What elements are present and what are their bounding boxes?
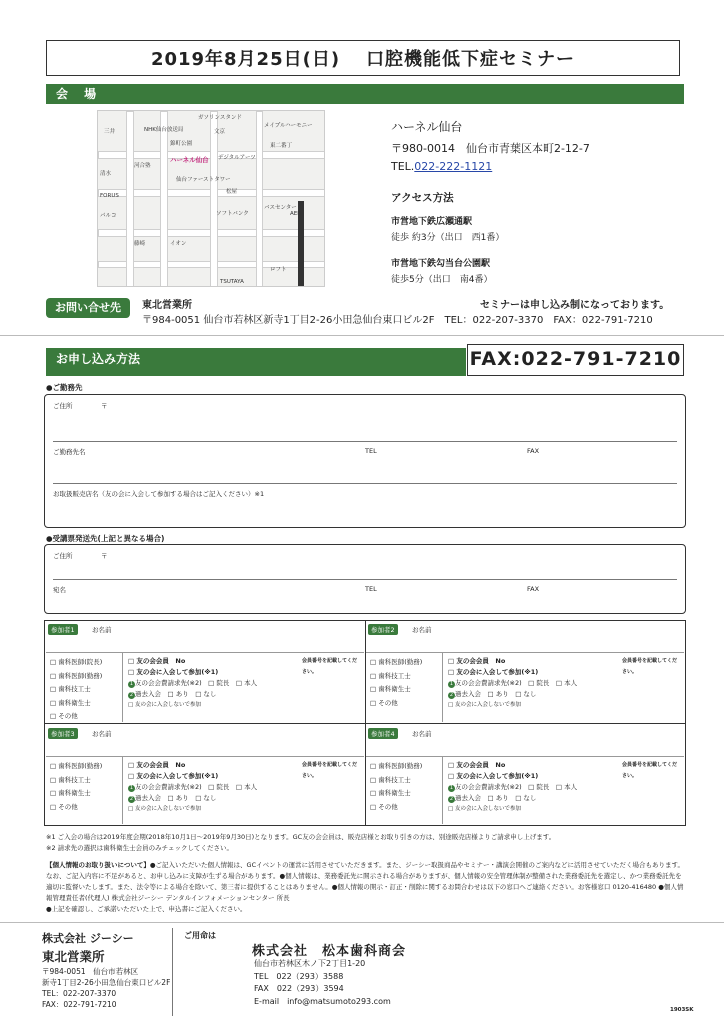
bill-options[interactable]: □ 院長 □ 本人 — [528, 679, 578, 687]
bill-options[interactable]: □ 院長 □ 本人 — [208, 783, 258, 791]
ticket-tel-field[interactable] — [365, 593, 515, 609]
member-number-note: 会員番号を記載してください。 — [622, 658, 678, 675]
bill-label: 友の会会費請求先(※2) — [455, 783, 522, 791]
footer-line: TEL：022-207-3370 — [42, 989, 117, 998]
participant-name-label: お名前 — [92, 730, 112, 738]
map-label: AER — [290, 211, 302, 217]
bill-options[interactable]: □ 院長 □ 本人 — [528, 783, 578, 791]
ticket-heading: ●受講票発送先(上記と異なる場合) — [46, 534, 165, 543]
past-label: 過去入会 — [455, 690, 481, 698]
seminar-title — [46, 40, 680, 76]
role-checkbox[interactable]: □ 歯科衛生士 — [50, 698, 91, 707]
workplace-name-field[interactable] — [53, 457, 353, 479]
participant-tag: 参加者2 — [368, 624, 398, 635]
option-1-icon: 1 — [129, 785, 134, 791]
map-label: デジタルアーツ — [218, 155, 256, 161]
privacy-body: ●ご記入いただいた個人情報は、GCイベントの運営に活用させていただきます。また、ジーシー取扱商品やセミナー・講演会開催のご案内などに活用させていただく場合もあります。なお、ご記入内容に不足があると、お申し込みに支障が生ずる場合があります。●個人情報は、業務委託先に開示される場合がありますが、個人情報の安全管理体制が整備された業務委託先を選定し、かつ業務委託先を適切に監督いたします。また、法令等による場合を除いて、第三者に提供することはありません。●個人情報の開示・訂正・削除に関するお問合わせは以下の窓口へご連絡ください。お客様窓口 0120-416480 ●個人情報管理責任者(代理人) 株式会社ジーシー デンタルインフォメーションセンター 所長 — [46, 861, 684, 902]
footnote-1: ※1 ご入会の場合は2019年度会期(2018年10月1日～2019年9月30日)となります。GC友の会会員は、販売店様とお取り引きの方は、別途販売店様よりご請求申し上げます。 — [46, 833, 556, 841]
past-label: 過去入会 — [455, 794, 481, 802]
workplace-fax-field[interactable] — [527, 457, 677, 479]
participant-1 — [46, 622, 364, 722]
join-checkbox[interactable]: □ 友の会に入会して参加(※1) — [128, 772, 219, 780]
access-heading: アクセス方法 — [391, 192, 454, 204]
membership-options — [128, 656, 360, 711]
participant-roles — [370, 760, 422, 814]
workplace-postal-mark: 〒 — [101, 402, 108, 410]
apply-fax-number: FAX:022-791-7210 — [467, 344, 684, 376]
workplace-fax-label: FAX — [527, 447, 540, 455]
member-checkbox[interactable]: □ 友の会会員 No — [448, 761, 506, 769]
ticket-name-label: 宛名 — [53, 586, 66, 594]
participant-4 — [366, 724, 684, 824]
order-label: ご用命は — [184, 931, 216, 940]
workplace-address-label: ご住所 — [53, 402, 73, 410]
past-label: 過去入会 — [135, 690, 161, 698]
member-number-note: 会員番号を記載してください。 — [302, 762, 358, 779]
bill-label: 友の会会費請求先(※2) — [455, 679, 522, 687]
privacy-notice — [46, 860, 684, 915]
ticket-name-field[interactable] — [53, 593, 353, 609]
map-label: バスセンター — [264, 205, 297, 211]
option-1-icon: 1 — [449, 681, 454, 687]
dealer-line: FAX 022（293）3594 — [254, 984, 344, 993]
cut-line — [0, 335, 724, 336]
past-options[interactable]: □ あり □ なし — [487, 794, 537, 802]
map-label: 河合塾 — [134, 163, 151, 169]
workplace-address-field[interactable] — [101, 409, 541, 431]
workplace-tel-label: TEL — [365, 447, 377, 455]
option-1-icon: 1 — [449, 785, 454, 791]
participant-name-label: お名前 — [412, 626, 432, 634]
map-label: 仙台ファーストタワー — [176, 177, 231, 183]
footer-line: 新寺1丁目2-26小田急仙台東口ビル2F — [42, 978, 171, 987]
past-options[interactable]: □ あり □ なし — [167, 690, 217, 698]
role-checkbox[interactable]: □ その他 — [50, 712, 78, 720]
footnote-2: ※2 請求先の選択は歯科衛生士会員のみチェックしてください。 — [46, 844, 233, 852]
privacy-heading: 【個人情報のお取り扱いについて】 — [46, 861, 150, 869]
seminar-name: 口腔機能低下症セミナー — [366, 49, 576, 70]
no-join-checkbox[interactable]: □ 友の会に入会しないで参加 — [448, 806, 521, 812]
map-label: 東二番丁 — [270, 143, 293, 149]
map-label: TSUTAYA — [220, 279, 244, 285]
map-label: 錦町公園 — [170, 141, 193, 147]
participant-name-field[interactable] — [92, 634, 354, 648]
dealer-name: 株式会社 松本歯科商会 — [252, 944, 407, 959]
role-checkbox[interactable]: □ 歯科医師(勤務) — [50, 762, 103, 770]
venue-section-band: 会 場 — [46, 84, 684, 104]
participant-roles — [50, 760, 102, 814]
participant-tag: 参加者4 — [368, 728, 398, 739]
past-options[interactable]: □ あり □ なし — [167, 794, 217, 802]
role-checkbox[interactable]: □ 歯科技工士 — [50, 775, 91, 784]
join-checkbox[interactable]: □ 友の会に入会して参加(※1) — [448, 668, 539, 676]
participant-name-field[interactable] — [92, 738, 354, 752]
dealer-contact — [254, 958, 391, 1008]
join-checkbox[interactable]: □ 友の会に入会して参加(※1) — [448, 772, 539, 780]
venue-name: ハーネル仙台 — [391, 120, 463, 134]
footnotes — [46, 832, 555, 854]
no-join-checkbox[interactable]: □ 友の会に入会しないで参加 — [128, 702, 201, 708]
option-1-icon: 1 — [129, 681, 134, 687]
member-number-note: 会員番号を記載してください。 — [302, 658, 358, 675]
bill-label: 友の会会費請求先(※2) — [135, 783, 202, 791]
ticket-form — [44, 544, 686, 614]
workplace-heading: ●ご勤務先 — [46, 383, 83, 392]
participant-name-field[interactable] — [412, 738, 674, 752]
no-join-checkbox[interactable]: □ 友の会に入会しないで参加 — [128, 806, 201, 812]
dealer-line: 仙台市若林区木ノ下2丁目1-20 — [254, 959, 366, 968]
participant-2 — [366, 622, 684, 722]
role-checkbox[interactable]: □ 歯科医師(勤務) — [50, 671, 103, 680]
contact-tag: お問い合せ先 — [46, 298, 130, 318]
membership-options — [448, 760, 680, 815]
footer-office: 東北営業所 — [42, 949, 105, 964]
contact-address: 〒984-0051 仙台市若林区新寺1丁目2-26小田急仙台東口ビル2F TEL：022-207-3370 FAX：022-791-7210 — [142, 315, 653, 326]
venue-address: 〒980-0014 仙台市青葉区本町2-12-7 — [391, 142, 590, 155]
participant-3 — [46, 724, 364, 824]
participant-roles — [370, 656, 422, 710]
option-2-icon: 2 — [129, 692, 134, 698]
bill-options[interactable]: □ 院長 □ 本人 — [208, 679, 258, 687]
role-checkbox[interactable]: □ 歯科医師(院長) — [50, 658, 103, 666]
privacy-agree: ●上記を確認し、ご承諾いただいた上で、申込書にご記入ください。 — [46, 905, 247, 913]
role-checkbox[interactable]: □ 歯科技工士 — [50, 685, 91, 693]
ticket-fax-label: FAX — [527, 585, 540, 593]
venue-tel-link[interactable]: 022-222-1121 — [414, 160, 493, 173]
role-checkbox[interactable]: □ 歯科衛生士 — [50, 789, 91, 797]
footer-company: 株式会社 ジーシー — [42, 932, 134, 945]
participant-name-field[interactable] — [412, 634, 674, 648]
map-label: 文京 — [214, 129, 226, 135]
map-label: イオン — [170, 241, 187, 247]
venue-tel — [391, 160, 492, 173]
footer-line: 〒984-0051 仙台市若林区 — [42, 967, 139, 976]
option-2-icon: 2 — [449, 796, 454, 802]
map-label: 松屋 — [226, 189, 238, 195]
workplace-name-label: ご勤務先名 — [53, 448, 86, 456]
participant-name-label: お名前 — [92, 626, 112, 634]
member-checkbox[interactable]: □ 友の会会員 No — [448, 657, 506, 665]
venue-tel-prefix: TEL. — [391, 160, 415, 173]
join-checkbox[interactable]: □ 友の会に入会して参加(※1) — [128, 668, 219, 676]
no-join-checkbox[interactable]: □ 友の会に入会しないで参加 — [448, 702, 521, 708]
map-label: メイプルハーモニー — [264, 123, 313, 129]
access-station-2: 市営地下鉄勾当台公園駅 — [391, 259, 491, 269]
dealer-line: TEL 022（293）3588 — [254, 971, 344, 981]
past-label: 過去入会 — [135, 794, 161, 802]
role-checkbox[interactable]: □ 歯科衛生士 — [370, 685, 411, 693]
map-label: パルコ — [100, 213, 117, 219]
contact-office: 東北営業所 — [142, 300, 192, 311]
ticket-fax-field[interactable] — [527, 593, 677, 609]
member-checkbox[interactable]: □ 友の会会員 No — [128, 761, 186, 769]
role-checkbox[interactable]: □ 歯科衛生士 — [370, 789, 411, 797]
access-walk-2: 徒歩5分（出口 南4番） — [391, 275, 493, 285]
access-walk-1: 徒歩 約3分（出口 西1番） — [391, 233, 505, 243]
option-2-icon: 2 — [129, 796, 134, 802]
role-checkbox[interactable]: □ その他 — [370, 802, 398, 811]
bill-label: 友の会会費請求先(※2) — [135, 679, 202, 687]
member-number-note: 会員番号を記載してください。 — [622, 762, 678, 779]
contact-note: セミナーは申し込み制になっております。 — [480, 300, 670, 311]
participant-name-label: お名前 — [412, 730, 432, 738]
seminar-date: 2019年8月25日(日) — [150, 49, 341, 70]
footer-divider — [0, 922, 724, 923]
footer-line: FAX：022-791-7210 — [42, 1000, 117, 1009]
map-label: ロフト — [270, 267, 287, 273]
role-checkbox[interactable]: □ その他 — [50, 802, 78, 811]
ticket-address-label: ご住所 — [53, 552, 73, 560]
ticket-address-field[interactable] — [101, 559, 541, 575]
option-2-icon: 2 — [449, 692, 454, 698]
participant-tag: 参加者3 — [48, 728, 78, 739]
role-checkbox[interactable]: □ 歯科技工士 — [370, 671, 411, 680]
map-label: FORUS — [100, 193, 119, 199]
ticket-postal-mark: 〒 — [101, 552, 108, 560]
role-checkbox[interactable]: □ その他 — [370, 698, 398, 707]
dealer-email[interactable]: E-mail info@matsumoto293.com — [254, 996, 391, 1006]
participant-tag: 参加者1 — [48, 624, 78, 635]
map-label: ソフトバンク — [216, 211, 249, 217]
document-code: 1903SK — [670, 1007, 694, 1013]
venue-map — [97, 110, 325, 287]
map-label: ガソリンスタンド — [198, 115, 242, 121]
membership-options — [128, 760, 360, 815]
workplace-dealer-field[interactable] — [53, 499, 677, 521]
map-label: NHK仙台放送局 — [144, 127, 184, 133]
past-options[interactable]: □ あり □ なし — [487, 690, 537, 698]
map-label: 清水 — [100, 171, 112, 177]
workplace-tel-field[interactable] — [365, 457, 515, 479]
access-station-1: 市営地下鉄広瀬通駅 — [391, 217, 473, 227]
apply-band: お申し込み方法 — [46, 348, 466, 376]
footer-contact — [42, 966, 170, 1010]
role-checkbox[interactable]: □ 歯科医師(勤務) — [370, 762, 423, 770]
workplace-dealer-label: お取扱販売店名（友の会に入会して参加する場合はご記入ください）※1 — [53, 490, 265, 498]
map-label: 藤崎 — [134, 241, 146, 247]
footer-vertical-divider — [172, 928, 173, 1016]
participant-roles — [50, 656, 102, 724]
workplace-form — [44, 394, 686, 528]
membership-options — [448, 656, 680, 711]
map-label: 三井 — [104, 129, 116, 135]
map-venue-marker: ハーネル仙台 — [170, 156, 209, 164]
ticket-tel-label: TEL — [365, 585, 377, 593]
role-checkbox[interactable]: □ 歯科技工士 — [370, 775, 411, 784]
role-checkbox[interactable]: □ 歯科医師(勤務) — [370, 658, 423, 666]
member-checkbox[interactable]: □ 友の会会員 No — [128, 657, 186, 665]
